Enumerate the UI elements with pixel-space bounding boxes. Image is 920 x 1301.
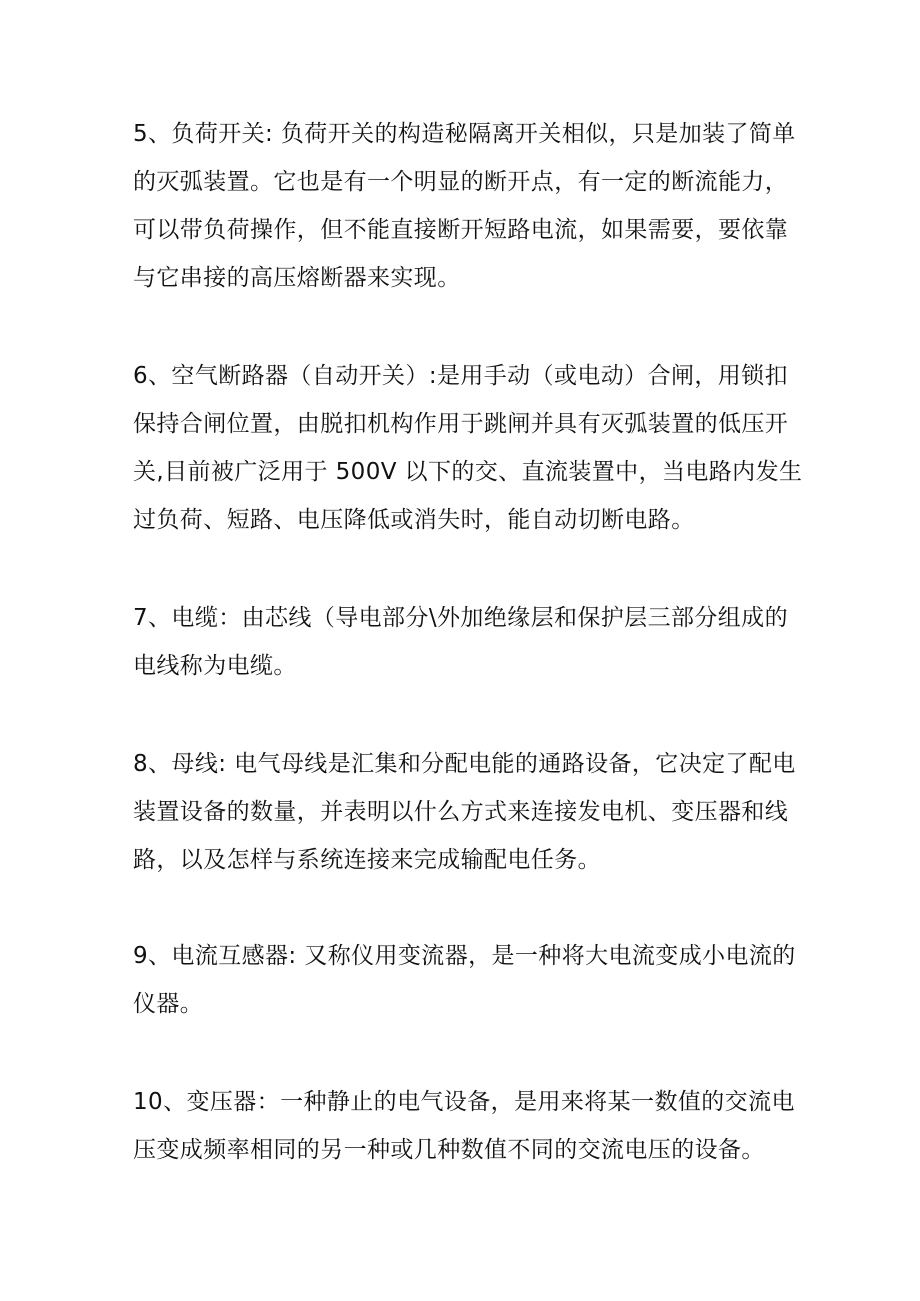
text-line: 路，以及怎样与系统连接来完成输配电任务。 bbox=[133, 847, 601, 873]
paragraph-transformer bbox=[133, 1078, 793, 1174]
text-line: 电线称为电缆。 bbox=[133, 653, 297, 679]
paragraph-load-switch bbox=[133, 110, 796, 302]
paragraph-cable bbox=[133, 594, 793, 690]
text-line: 装置设备的数量，并表明以什么方式来连接发电机、变压器和线 bbox=[133, 799, 789, 825]
paragraph-current-transformer bbox=[133, 932, 796, 1028]
text-line: 5、负荷开关: 负荷开关的构造秘隔离开关相似，只是加装了简单 bbox=[133, 121, 796, 147]
text-line: 过负荷、短路、电压降低或消失时，能自动切断电路。 bbox=[133, 507, 695, 533]
paragraph-air-circuit-breaker bbox=[133, 352, 803, 544]
text-line: 8、母线: 电气母线是汇集和分配电能的通路设备，它决定了配电 bbox=[133, 751, 796, 777]
text-line: 仪器。 bbox=[133, 991, 204, 1017]
text-line: 与它串接的高压熔断器来实现。 bbox=[133, 265, 461, 291]
text-line: 压变成频率相同的另一种或几种数值不同的交流电压的设备。 bbox=[133, 1137, 765, 1163]
text-line: 关,目前被广泛用于 500V 以下的交、直流装置中，当电路内发生 bbox=[133, 459, 803, 485]
text-line: 保持合闸位置，由脱扣机构作用于跳闸并具有灭弧装置的低压开 bbox=[133, 411, 789, 437]
text-line: 6、空气断路器（自动开关）:是用手动（或电动）合闸，用锁扣 bbox=[133, 363, 788, 389]
text-line: 7、电缆：由芯线（导电部分\外加绝缘层和保护层三部分组成的 bbox=[133, 605, 788, 631]
text-line: 的灭弧装置。它也是有一个明显的断开点，有一定的断流能力， bbox=[133, 169, 789, 195]
text-line: 10、变压器：一种静止的电气设备，是用来将某一数值的交流电 bbox=[133, 1089, 795, 1115]
text-line: 可以带负荷操作，但不能直接断开短路电流，如果需要，要依靠 bbox=[133, 217, 789, 243]
text-line: 9、电流互感器: 又称仪用变流器，是一种将大电流变成小电流的 bbox=[133, 943, 796, 969]
paragraph-busbar bbox=[133, 740, 796, 884]
